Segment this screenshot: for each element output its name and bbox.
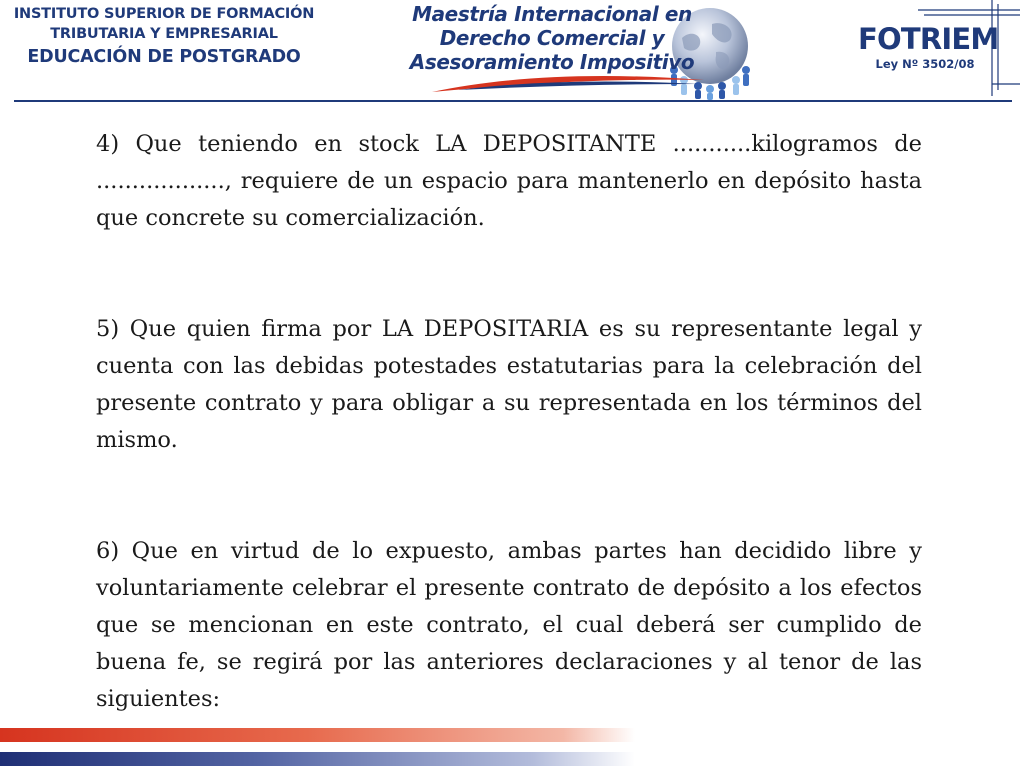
fotriem-name: FOTRIEM xyxy=(858,22,999,56)
footer-stripe-blue xyxy=(0,752,1024,766)
paragraph-6: 6) Que en virtud de lo expuesto, ambas partes han decidido libre y voluntariamente celebrar el presente contrato de depósito a los efectos que se mencionan en este contrato, el cual deberá ser cumplido de buena fe, se regirá por las anteriores declaraciones y al tenor de las siguientes: xyxy=(96,538,922,712)
institute-name-line1: INSTITUTO SUPERIOR DE FORMACIÓN xyxy=(13,6,315,22)
institute-name-line2: TRIBUTARIA Y EMPRESARIAL xyxy=(50,26,278,42)
program-title-line3: Asesoramiento Impositivo xyxy=(409,50,695,74)
swoosh-icon xyxy=(428,70,708,96)
fotriem-law: Ley Nº 3502/08 xyxy=(875,57,975,71)
program-title-line2: Derecho Comercial y xyxy=(439,26,665,50)
fotriem-logo xyxy=(858,22,999,72)
program-title xyxy=(394,2,710,74)
header-divider xyxy=(14,100,1012,102)
paragraph-4: 4) Que teniendo en stock LA DEPOSITANTE ...........kilogramos de .................., requiere de un espacio para mantenerlo en depósito hasta que concrete su comercialización. xyxy=(96,131,922,231)
slide-content xyxy=(96,126,922,718)
program-title-line1: Maestría Internacional en xyxy=(412,2,692,26)
institute-department: EDUCACIÓN DE POSTGRADO xyxy=(27,47,301,67)
footer-stripe-red xyxy=(0,728,1024,742)
paragraph-5: 5) Que quien firma por LA DEPOSITARIA es su representante legal y cuenta con las debidas potestades estatutarias para la celebración del presente contrato y para obligar a su representada en los términos del mismo. xyxy=(96,316,922,453)
institute-logo-text xyxy=(8,4,320,70)
